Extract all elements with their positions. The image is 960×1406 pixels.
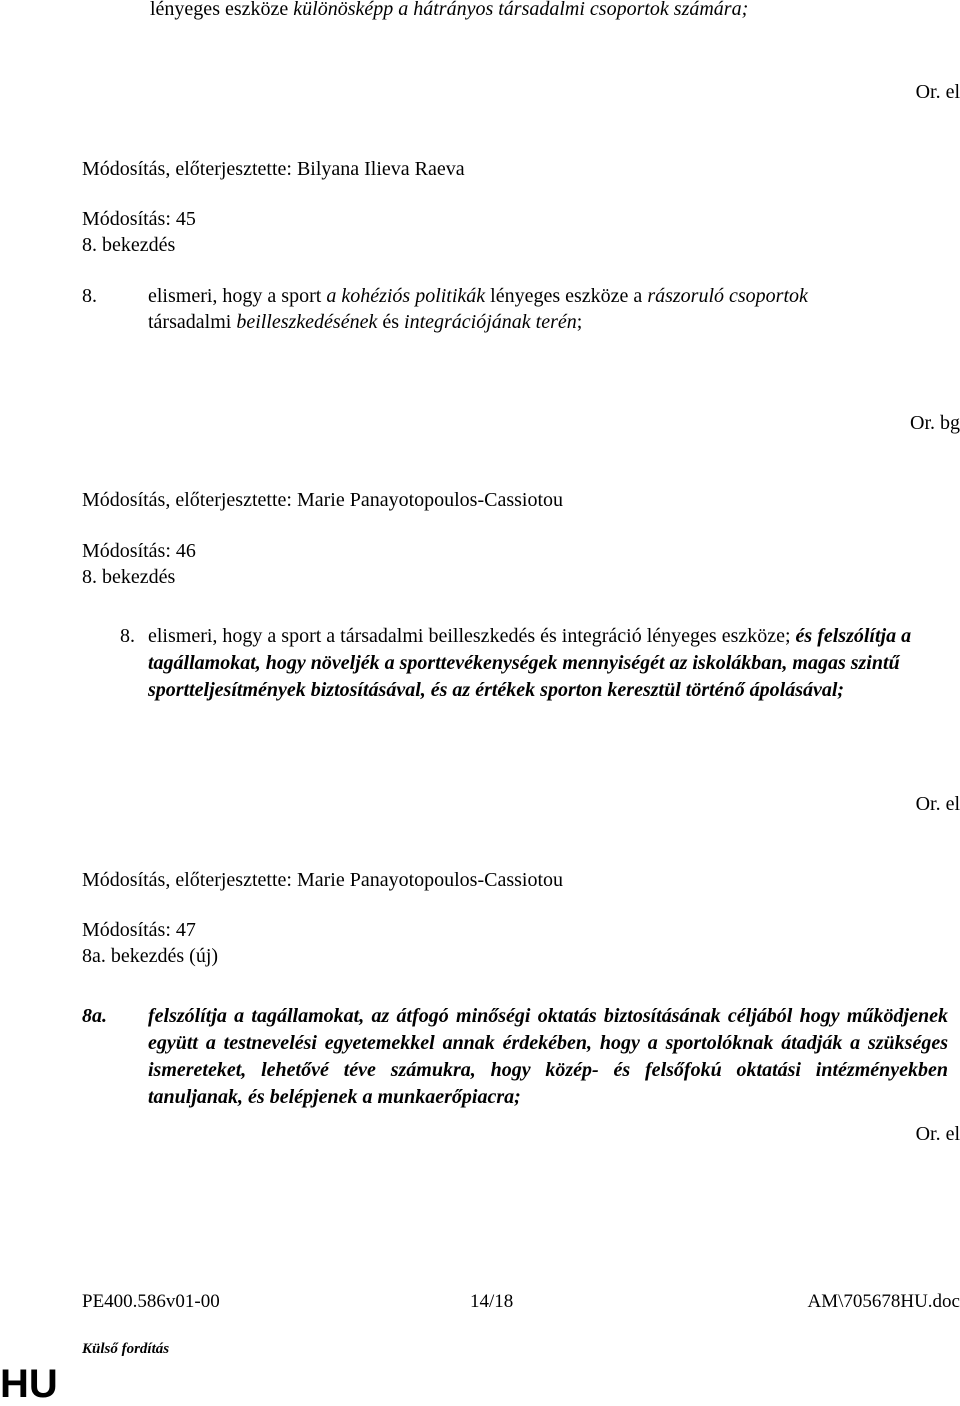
amendment-paragraph: 8. bekezdés bbox=[82, 566, 176, 588]
amendment-author: Módosítás, előterjesztette: Marie Panayotopoulos-Cassiotou bbox=[82, 869, 564, 891]
footer-document-name: AM\705678HU.doc bbox=[807, 1291, 960, 1312]
original-language-label: Or. bg bbox=[910, 412, 960, 434]
original-language-label: Or. el bbox=[915, 1123, 960, 1145]
original-language-label: Or. el bbox=[915, 793, 960, 815]
amendment-text-line-1: elismeri, hogy a sport a kohéziós politikák lényeges eszköze a rászoruló csoportok bbox=[148, 285, 808, 307]
amendment-text: felszólítja a tagállamokat, az átfogó minőségi oktatás biztosításának céljából hogy működjenek együtt a testnevelési egyetemekkel annak érdekében, hogy a sportolóknak átadják a szükséges ismereteket, lehetővé téve számukra, hogy közép- és felsőfokú oktatási intézményekben tanuljanak, és belépjenek a munkaerőpiacra; bbox=[148, 1005, 948, 1108]
amendment-text-number: 8. bbox=[82, 285, 97, 307]
amendment-text-number: 8a. bbox=[82, 1005, 107, 1027]
amendment-author: Módosítás, előterjesztette: Marie Panayotopoulos-Cassiotou bbox=[82, 489, 564, 511]
footer-page-number: 14/18 bbox=[470, 1291, 514, 1312]
amendment-number: Módosítás: 47 bbox=[82, 919, 196, 941]
amendment-number: Módosítás: 45 bbox=[82, 208, 196, 230]
amendment-number: Módosítás: 46 bbox=[82, 540, 196, 562]
top-line-plain: lényeges eszköze bbox=[150, 0, 294, 20]
language-code: HU bbox=[0, 1362, 58, 1406]
external-translation-label: Külső fordítás bbox=[82, 1341, 170, 1357]
footer-reference: PE400.586v01-00 bbox=[82, 1291, 220, 1312]
amendment-text: elismeri, hogy a sport a társadalmi beilleszkedés és integráció lényeges eszköze; és felszólítja a tagállamokat, hogy növeljék a sporttevékenységek mennyiségét az iskolákban, magas szintű sportteljesítmények biztosításával, és az értékek sporton keresztül történő ápolásával; bbox=[148, 625, 912, 701]
top-line-italic: különösképp a hátrányos társadalmi csoportok számára; bbox=[293, 0, 749, 20]
original-language-label: Or. el bbox=[915, 81, 960, 103]
amendment-paragraph: 8a. bekezdés (új) bbox=[82, 945, 219, 967]
amendment-text-line-2: társadalmi beilleszkedésének és integrációjának terén; bbox=[148, 311, 583, 333]
top-line bbox=[150, 0, 748, 23]
amendment-author: Módosítás, előterjesztette: Bilyana Ilieva Raeva bbox=[82, 158, 465, 180]
amendment-text-number: 8. bbox=[120, 625, 135, 647]
amendment-paragraph: 8. bekezdés bbox=[82, 234, 176, 256]
